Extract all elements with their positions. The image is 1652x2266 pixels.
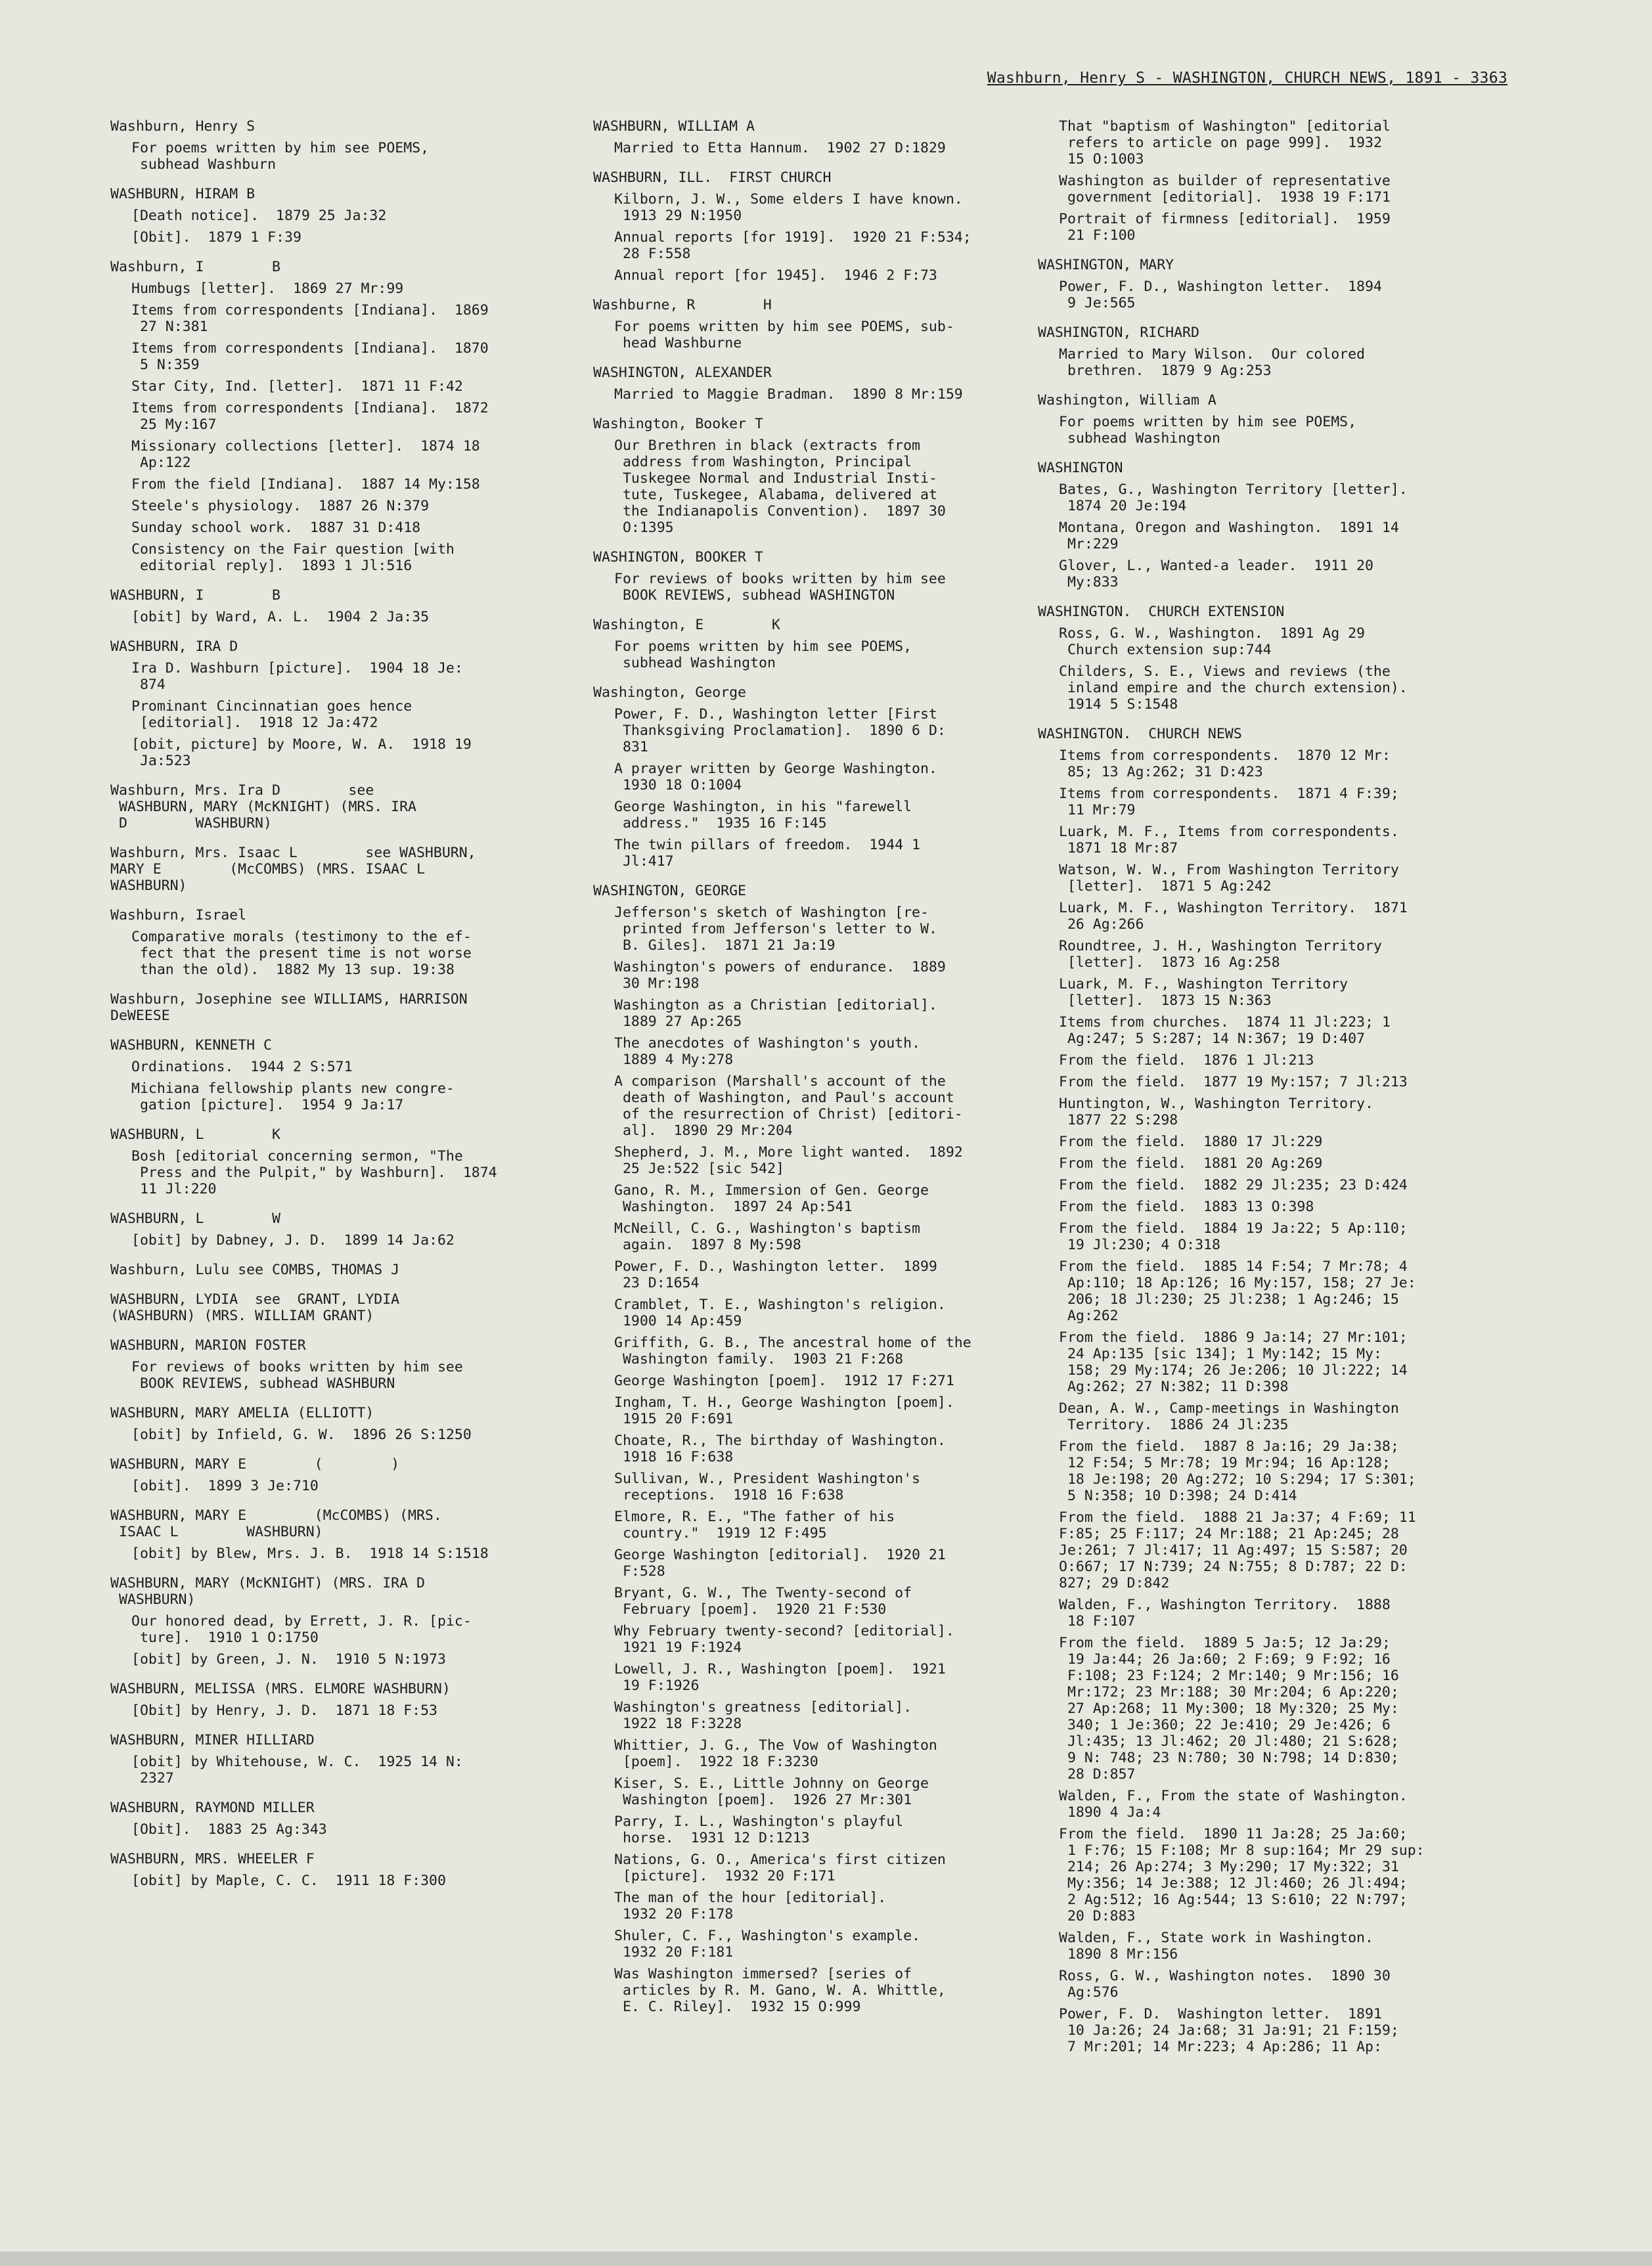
entry-citation: Ross, G. W., Washington notes. 1890 30 Ag:576: [1059, 1968, 1391, 2001]
index-entry: [110, 186, 564, 246]
entry-citation: Power, F. D., Washington letter. 1894 9 Je:565: [1059, 278, 1382, 311]
index-entry: [110, 1851, 564, 1889]
entry-citation: Childers, S. E., Views and reviews (the inland empire and the church extension). 1914 5 S:1548: [1059, 663, 1408, 713]
index-entry: [110, 1800, 564, 1838]
entry-heading: Washington, E K: [593, 617, 780, 633]
entry-citation: From the field [Indiana]. 1887 14 My:158: [131, 476, 480, 493]
entry-heading: Washburn, I B: [110, 259, 280, 275]
entry-heading: Washburn, Josephine see WILLIAMS, HARRISON DeWEESE: [110, 991, 468, 1024]
entry-citation: Bryant, G. W., The Twenty-second of February [poem]. 1920 21 F:530: [614, 1585, 912, 1618]
entry-citation: For poems written by him see POEMS, subhead Washburn: [131, 140, 430, 173]
entry-citation: Elmore, R. E., "The father of his country." 1919 12 F:495: [614, 1509, 895, 1542]
index-entry: [593, 684, 1046, 870]
entry-citation: Power, F. D., Washington letter. 1899 23 D:1654: [614, 1258, 937, 1291]
entry-citation: Whittier, J. G., The Vow of Washington [poem]. 1922 18 F:3230: [614, 1737, 937, 1770]
entry-citation: For poems written by him see POEMS, subhead Washington: [614, 638, 912, 671]
entry-heading: WASHINGTON, MARY: [1038, 257, 1174, 273]
entry-citation: Power, F. D. Washington letter. 1891 10 Ja:26; 24 Ja:68; 31 Ja:91; 21 F:159; 7 Mr:201; 14 Mr:223; 4 Ap:286; 11 Ap:: [1059, 2006, 1399, 2055]
entry-citation: From the field. 1880 17 Jl:229: [1059, 1134, 1323, 1150]
entry-citation: Was Washington immersed? [series of articles by R. M. Gano, W. A. Whittle, E. C. Riley]. 1932 15 O:999: [614, 1966, 946, 2015]
entry-citation: Choate, R., The birthday of Washington. 1918 16 F:638: [614, 1433, 946, 1465]
entry-citation: Watson, W. W., From Washington Territory [letter]. 1871 5 Ag:242: [1059, 862, 1399, 895]
index-entry: [110, 1405, 564, 1443]
entry-citation: From the field. 1890 11 Ja:28; 25 Ja:60; 1 F:76; 15 F:108; Mr 8 sup:164; Mr 29 sup: 214; 26 Ap:274; 3 My:290; 17 My:322; 31 My:356; 14 Je:388; 12 Jl:460; 26 Jl:494; 2 Ag:512; 16 Ag:544; 13 S:610; 22 N:797; 20 D:883: [1059, 1826, 1425, 1924]
entry-citation: Shepherd, J. M., More light wanted. 1892 25 Je:522 [sic 542]: [614, 1144, 963, 1177]
entry-citation: Bosh [editorial concerning sermon, "The Press and the Pulpit," by Washburn]. 1874 11 Jl:220: [131, 1148, 497, 1197]
entry-citation: From the field. 1882 29 Jl:235; 23 D:424: [1059, 1177, 1408, 1193]
index-entry: [110, 1037, 564, 1113]
entry-citation: Ross, G. W., Washington. 1891 Ag 29 Church extension sup:744: [1059, 625, 1365, 658]
entry-citation: Michiana fellowship plants new congre- gation [picture]. 1954 9 Ja:17: [131, 1080, 455, 1113]
entry-heading: WASHINGTON, BOOKER T: [593, 549, 763, 566]
entry-citation: Consistency on the Fair question [with editorial reply]. 1893 1 Jl:516: [131, 541, 455, 574]
index-entry: [110, 1575, 564, 1668]
entry-heading: WASHINGTON, ALEXANDER: [593, 365, 772, 381]
index-entry: [110, 1456, 564, 1494]
index-entry: [110, 1507, 564, 1562]
index-entry: [1038, 118, 1498, 244]
entry-heading: WASHBURN, HIRAM B: [110, 186, 256, 202]
entry-citation: Kilborn, J. W., Some elders I have known. 1913 29 N:1950: [614, 191, 963, 224]
entry-citation: McNeill, C. G., Washington's baptism again. 1897 8 My:598: [614, 1220, 920, 1253]
index-entry: [593, 416, 1046, 536]
entry-citation: Washington's greatness [editorial]. 1922 18 F:3228: [614, 1699, 912, 1732]
entry-citation: Dean, A. W., Camp-meetings in Washington Territory. 1886 24 Jl:235: [1059, 1400, 1399, 1433]
entry-heading: WASHINGTON. CHURCH NEWS: [1038, 726, 1242, 742]
entry-heading: WASHBURN, L W: [110, 1211, 280, 1227]
index-entry: [110, 1732, 564, 1787]
entry-citation: George Washington [editorial]. 1920 21 F:528: [614, 1547, 946, 1580]
entry-heading: WASHBURN, MARY E (McCOMBS) (MRS. ISAAC L WASHBURN): [110, 1507, 442, 1540]
entry-citation: Roundtree, J. H., Washington Territory [letter]. 1873 16 Ag:258: [1059, 938, 1382, 971]
index-entry: [1038, 324, 1498, 379]
index-entry: [593, 169, 1046, 284]
entry-heading: WASHBURN, ILL. FIRST CHURCH: [593, 169, 832, 186]
entry-citation: From the field. 1883 13 O:398: [1059, 1199, 1314, 1215]
entry-citation: Luark, M. F., Items from correspondents. 1871 18 Mr:87: [1059, 824, 1399, 856]
entry-citation: [obit] by Dabney, J. D. 1899 14 Ja:62: [131, 1232, 455, 1249]
entry-heading: Washington, Booker T: [593, 416, 763, 432]
index-entry: [110, 845, 564, 894]
entry-citation: Griffith, G. B., The ancestral home of the Washington family. 1903 21 F:268: [614, 1335, 971, 1367]
entry-citation: For poems written by him see POEMS, subhead Washington: [1059, 414, 1357, 447]
entry-citation: [Death notice]. 1879 25 Ja:32: [131, 208, 387, 224]
entry-citation: George Washington [poem]. 1912 17 F:271: [614, 1373, 954, 1389]
index-entry: [110, 259, 564, 574]
entry-citation: Huntington, W., Washington Territory. 1877 22 S:298: [1059, 1096, 1373, 1128]
entry-citation: From the field. 1887 8 Ja:16; 29 Ja:38; 12 F:54; 5 Mr:78; 19 Mr:94; 16 Ap:128; 18 Je:198; 20 Ag:272; 10 S:294; 17 S:301; 5 N:358; 10 D:398; 24 D:414: [1059, 1438, 1416, 1504]
entry-citation: Sullivan, W., President Washington's receptions. 1918 16 F:638: [614, 1471, 920, 1503]
entry-citation: Items from correspondents [Indiana]. 1872 25 My:167: [131, 400, 489, 433]
entry-citation: Nations, G. O., America's first citizen [picture]. 1932 20 F:171: [614, 1852, 946, 1884]
index-entry: [1038, 257, 1498, 311]
entry-citation: The twin pillars of freedom. 1944 1 Jl:417: [614, 837, 920, 870]
entry-citation: A prayer written by George Washington. 1930 18 O:1004: [614, 761, 937, 793]
index-column-2: [593, 118, 1046, 2028]
entry-heading: Washburn, Mrs. Ira D see WASHBURN, MARY (McKNIGHT) (MRS. IRA D WASHBURN): [110, 782, 416, 832]
entry-citation: Ingham, T. H., George Washington [poem]. 1915 20 F:691: [614, 1394, 954, 1427]
entry-citation: Glover, L., Wanted-a leader. 1911 20 My:833: [1059, 558, 1373, 590]
scan-edge: [0, 2252, 1652, 2266]
entry-citation: Washington as a Christian [editorial]. 1889 27 Ap:265: [614, 997, 937, 1030]
entry-citation: Star City, Ind. [letter]. 1871 11 F:42: [131, 378, 463, 395]
entry-citation: [obit] by Whitehouse, W. C. 1925 14 N: 2327: [131, 1754, 463, 1787]
entry-citation: [obit] by Blew, Mrs. J. B. 1918 14 S:1518: [131, 1545, 489, 1562]
entry-citation: Ira D. Washburn [picture]. 1904 18 Je: 874: [131, 660, 463, 693]
entry-citation: Married to Mary Wilson. Our colored brethren. 1879 9 Ag:253: [1059, 346, 1365, 379]
entry-citation: [obit] by Maple, C. C. 1911 18 F:300: [131, 1873, 446, 1889]
entry-citation: Walden, F., From the state of Washington. 1890 4 Ja:4: [1059, 1788, 1408, 1821]
entry-heading: WASHBURN, MELISSA (MRS. ELMORE WASHBURN): [110, 1681, 451, 1697]
entry-citation: [Obit]. 1883 25 Ag:343: [131, 1821, 327, 1838]
entry-citation: [obit]. 1899 3 Je:710: [131, 1478, 319, 1494]
entry-heading: WASHBURN, MINER HILLIARD: [110, 1732, 315, 1748]
entry-citation: Walden, F., State work in Washington. 1890 8 Mr:156: [1059, 1930, 1373, 1963]
entry-citation: Married to Maggie Bradman. 1890 8 Mr:159: [614, 386, 963, 403]
entry-citation: Luark, M. F., Washington Territory [letter]. 1873 15 N:363: [1059, 976, 1349, 1009]
index-entry: [593, 617, 1046, 671]
entry-citation: Montana, Oregon and Washington. 1891 14 Mr:229: [1059, 520, 1399, 552]
entry-heading: Washburne, R H: [593, 297, 772, 313]
entry-citation: From the field. 1881 20 Ag:269: [1059, 1155, 1323, 1172]
entry-citation: [obit, picture] by Moore, W. A. 1918 19 Ja:523: [131, 736, 472, 769]
entry-citation: Married to Etta Hannum. 1902 27 D:1829: [614, 140, 946, 156]
index-entry: [593, 365, 1046, 403]
entry-citation: Bates, G., Washington Territory [letter]. 1874 20 Je:194: [1059, 481, 1408, 514]
entry-heading: Washington, George: [593, 684, 746, 701]
entry-citation: From the field. 1876 1 Jl:213: [1059, 1052, 1314, 1069]
entry-citation: Items from correspondents [Indiana]. 1869 27 N:381: [131, 302, 489, 335]
entry-citation: Humbugs [letter]. 1869 27 Mr:99: [131, 280, 404, 297]
index-entry: [1038, 726, 1498, 2055]
entry-heading: WASHINGTON, GEORGE: [593, 883, 746, 899]
index-entry: [110, 1126, 564, 1197]
entry-citation: From the field. 1884 19 Ja:22; 5 Ap:110; 19 Jl:230; 4 O:318: [1059, 1220, 1408, 1253]
index-entry: [593, 118, 1046, 156]
index-entry: [110, 638, 564, 769]
entry-citation: George Washington, in his "farewell address." 1935 16 F:145: [614, 799, 912, 832]
entry-heading: WASHBURN, IRA D: [110, 638, 238, 655]
entry-citation: Prominant Cincinnatian goes hence [editorial]. 1918 12 Ja:472: [131, 698, 413, 731]
entry-heading: WASHBURN, KENNETH C: [110, 1037, 272, 1054]
entry-citation: Washington as builder of representative government [editorial]. 1938 19 F:171: [1059, 173, 1391, 206]
entry-citation: Items from churches. 1874 11 Jl:223; 1 Ag:247; 5 S:287; 14 N:367; 19 D:407: [1059, 1014, 1391, 1047]
entry-heading: WASHBURN, MARY (McKNIGHT) (MRS. IRA D WASHBURN): [110, 1575, 425, 1608]
entry-citation: [obit] by Ward, A. L. 1904 2 Ja:35: [131, 609, 430, 625]
index-entry: [593, 297, 1046, 351]
entry-heading: WASHBURN, I B: [110, 587, 280, 604]
entry-citation: Our Brethren in black (extracts from address from Washington, Principal Tuskegee Normal and Industrial Insti- tute, Tuskegee, Alabama, delivered at the Indianapolis Convention). 1897 30 O:1395: [614, 437, 946, 536]
index-column-1: [110, 118, 564, 1902]
entry-citation: Items from correspondents. 1870 12 Mr: 85; 13 Ag:262; 31 D:423: [1059, 747, 1391, 780]
entry-citation: Items from correspondents [Indiana]. 1870 5 N:359: [131, 340, 489, 373]
entry-citation: The man of the hour [editorial]. 1932 20 F:178: [614, 1890, 887, 1922]
entry-heading: Washburn, Lulu see COMBS, THOMAS J: [110, 1262, 400, 1278]
entry-citation: Portrait of firmness [editorial]. 1959 21 F:100: [1059, 211, 1391, 244]
entry-citation: Annual reports [for 1919]. 1920 21 F:534; 28 F:558: [614, 229, 971, 262]
index-column-3: [1038, 118, 1498, 2068]
entry-citation: Walden, F., Washington Territory. 1888 18 F:107: [1059, 1597, 1391, 1630]
entry-citation: [obit] by Green, J. N. 1910 5 N:1973: [131, 1651, 446, 1668]
index-entry: [110, 1291, 564, 1324]
entry-citation: Parry, I. L., Washington's playful horse. 1931 12 D:1213: [614, 1813, 904, 1846]
index-entry: [110, 1262, 564, 1278]
entry-citation: Ordinations. 1944 2 S:571: [131, 1059, 353, 1075]
entry-citation: Comparative morals (testimony to the ef- fect that the present time is not worse than the old). 1882 My 13 sup. 19:38: [131, 929, 472, 978]
entry-citation: [Obit] by Henry, J. D. 1871 18 F:53: [131, 1702, 437, 1719]
entry-citation: [obit] by Infield, G. W. 1896 26 S:1250: [131, 1427, 472, 1443]
entry-heading: Washburn, Henry S: [110, 118, 256, 135]
index-entry: [593, 549, 1046, 604]
entry-citation: Power, F. D., Washington letter [First Thanksgiving Proclamation]. 1890 6 D: 831: [614, 706, 946, 755]
entry-heading: WASHBURN, L K: [110, 1126, 280, 1143]
entry-citation: Items from correspondents. 1871 4 F:39; 11 Mr:79: [1059, 786, 1399, 818]
index-entry: [110, 1211, 564, 1249]
entry-heading: WASHBURN, MARY AMELIA (ELLIOTT): [110, 1405, 374, 1421]
entry-heading: WASHBURN, RAYMOND MILLER: [110, 1800, 315, 1816]
entry-citation: Missionary collections [letter]. 1874 18 Ap:122: [131, 438, 480, 471]
entry-citation: Annual report [for 1945]. 1946 2 F:73: [614, 267, 937, 284]
entry-citation: The anecdotes of Washington's youth. 1889 4 My:278: [614, 1035, 920, 1068]
entry-citation: Luark, M. F., Washington Territory. 1871 26 Ag:266: [1059, 900, 1408, 933]
entry-citation: From the field. 1888 21 Ja:37; 4 F:69; 11 F:85; 25 F:117; 24 Mr:188; 21 Ap:245; 28 Je:261; 7 Jl:417; 11 Ag:497; 15 S:587; 20 O:667; 17 N:739; 24 N:755; 8 D:787; 22 D: 827; 29 D:842: [1059, 1509, 1416, 1591]
entry-citation: Our honored dead, by Errett, J. R. [pic- ture]. 1910 1 O:1750: [131, 1613, 472, 1646]
entry-heading: WASHBURN, MARY E ( ): [110, 1456, 400, 1473]
index-entry: [110, 991, 564, 1024]
entry-citation: Steele's physiology. 1887 26 N:379: [131, 498, 430, 514]
entry-citation: Jefferson's sketch of Washington [re- printed from Jefferson's letter to W. B. Giles]. 1871 21 Ja:19: [614, 904, 937, 954]
entry-heading: WASHINGTON: [1038, 460, 1123, 476]
entry-citation: Sunday school work. 1887 31 D:418: [131, 520, 421, 536]
entry-citation: For reviews of books written by him see BOOK REVIEWS, subhead WASHBURN: [131, 1359, 463, 1392]
index-entry: [110, 1337, 564, 1392]
entry-citation: From the field. 1889 5 Ja:5; 12 Ja:29; 19 Ja:44; 26 Ja:60; 2 F:69; 9 F:92; 16 F:108; 23 F:124; 2 Mr:140; 9 Mr:156; 16 Mr:172; 23 Mr:188; 30 Mr:204; 6 Ap:220; 27 Ap:268; 11 My:300; 18 My:320; 25 My: 340; 1 Je:360; 22 Je:410; 29 Je:426; 6 Jl:435; 13 Jl:462; 20 Jl:480; 21 S:628; 9 N: 748; 23 N:780; 30 N:798; 14 D:830; 28 D:857: [1059, 1635, 1399, 1783]
entry-heading: Washburn, Mrs. Isaac L see WASHBURN, MARY E (McCOMBS) (MRS. ISAAC L WASHBURN): [110, 845, 476, 894]
index-entry: [1038, 460, 1498, 590]
entry-citation: A comparison (Marshall's account of the death of Washington, and Paul's account of the resurrection of Christ) [editori- al]. 1890 29 Mr:204: [614, 1073, 963, 1139]
entry-heading: WASHBURN, LYDIA see GRANT, LYDIA (WASHBURN) (MRS. WILLIAM GRANT): [110, 1291, 400, 1324]
index-entry: [110, 118, 564, 173]
index-entry: [110, 1681, 564, 1719]
entry-citation: That "baptism of Washington" [editorial refers to article on page 999]. 1932 15 O:1003: [1059, 118, 1391, 167]
entry-citation: From the field. 1885 14 F:54; 7 Mr:78; 4 Ap:110; 18 Ap:126; 16 My:157, 158; 27 Je: 206; 18 Jl:230; 25 Jl:238; 1 Ag:246; 15 Ag:262: [1059, 1258, 1416, 1324]
entry-heading: WASHBURN, MRS. WHEELER F: [110, 1851, 315, 1867]
entry-heading: WASHBURN, WILLIAM A: [593, 118, 755, 135]
entry-citation: For poems written by him see POEMS, sub- head Washburne: [614, 319, 954, 351]
entry-citation: Shuler, C. F., Washington's example. 1932 20 F:181: [614, 1928, 920, 1961]
running-head: Washburn, Henry S - WASHINGTON, CHURCH NEWS, 1891 - 3363: [987, 70, 1507, 87]
entry-citation: From the field. 1877 19 My:157; 7 Jl:213: [1059, 1074, 1408, 1090]
index-entry: [1038, 604, 1498, 713]
entry-citation: Washington's powers of endurance. 1889 30 Mr:198: [614, 959, 946, 992]
entry-heading: Washburn, Israel: [110, 907, 247, 923]
entry-citation: Gano, R. M., Immersion of Gen. George Washington. 1897 24 Ap:541: [614, 1182, 929, 1215]
entry-citation: [Obit]. 1879 1 F:39: [131, 229, 301, 246]
entry-citation: For reviews of books written by him see BOOK REVIEWS, subhead WASHINGTON: [614, 571, 946, 604]
index-entry: [1038, 392, 1498, 447]
entry-citation: Why February twenty-second? [editorial]. 1921 19 F:1924: [614, 1623, 954, 1656]
entry-citation: Cramblet, T. E., Washington's religion. 1900 14 Ap:459: [614, 1297, 946, 1329]
entry-heading: WASHBURN, MARION FOSTER: [110, 1337, 306, 1354]
entry-heading: Washington, William A: [1038, 392, 1217, 409]
entry-citation: Kiser, S. E., Little Johnny on George Washington [poem]. 1926 27 Mr:301: [614, 1775, 929, 1808]
entry-heading: WASHINGTON. CHURCH EXTENSION: [1038, 604, 1285, 620]
index-entry: [110, 782, 564, 832]
entry-heading: WASHINGTON, RICHARD: [1038, 324, 1199, 341]
index-entry: [593, 883, 1046, 2015]
index-entry: [110, 907, 564, 978]
entry-citation: From the field. 1886 9 Ja:14; 27 Mr:101; 24 Ap:135 [sic 134]; 1 My:142; 15 My: 158; 29 My:174; 26 Je:206; 10 Jl:222; 14 Ag:262; 27 N:382; 11 D:398: [1059, 1329, 1408, 1395]
entry-citation: Lowell, J. R., Washington [poem]. 1921 19 F:1926: [614, 1661, 946, 1694]
index-entry: [110, 587, 564, 625]
